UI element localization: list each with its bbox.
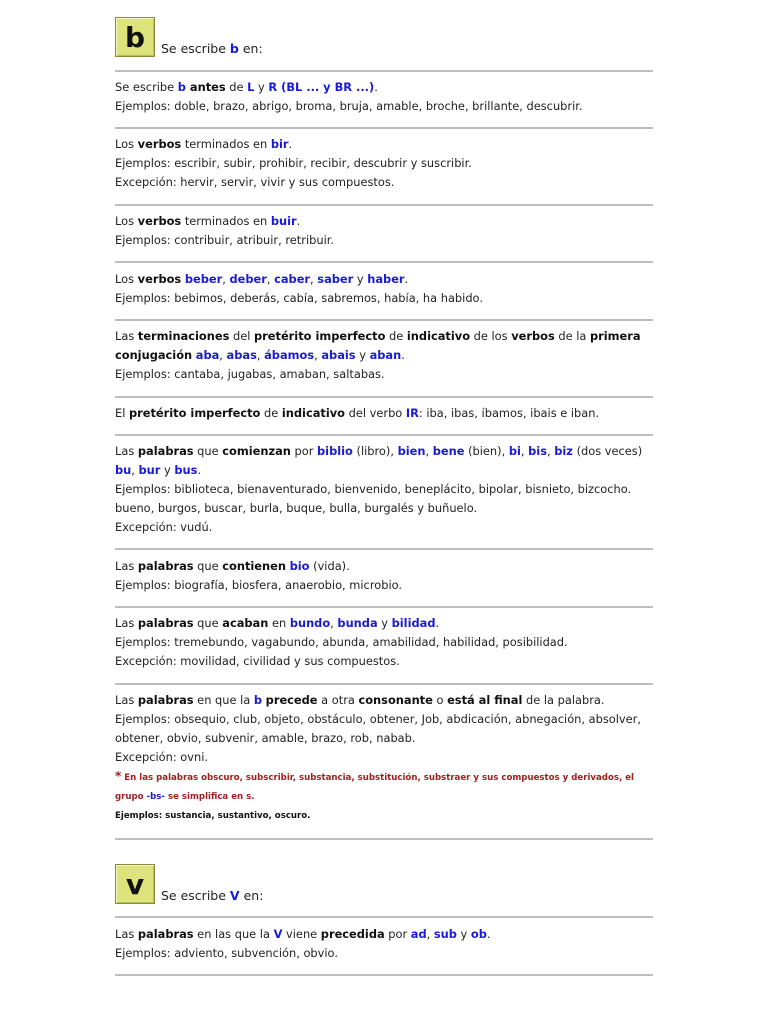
rule-9-exception: Excepción: movilidad, civilidad y sus compuestos. [115, 654, 400, 668]
divider [115, 434, 653, 436]
divider [115, 204, 653, 206]
v-section-header [115, 864, 263, 904]
rule-4 [115, 270, 655, 308]
v-section-title: Se escribe V en: [161, 888, 264, 903]
divider [115, 838, 653, 840]
rule-10-exception: Excepción: ovni. [115, 750, 209, 764]
rule-7 [115, 442, 655, 537]
letter-v-badge: v [115, 864, 155, 904]
rule-6 [115, 404, 655, 423]
rule-3-examples: Ejemplos: contribuir, atribuir, retribuir. [115, 233, 334, 247]
rule-10-note: * En las palabras obscuro, subscribir, substancia, substitución, substraer y sus compuestos y derivados, el [115, 769, 634, 783]
rule-2-exception: Excepción: hervir, servir, vivir y sus compuestos. [115, 175, 395, 189]
divider [115, 261, 653, 263]
rule-8-text: Las palabras que contienen bio (vida). [115, 559, 350, 573]
rule-10 [115, 691, 655, 826]
divider [115, 319, 653, 321]
divider [115, 127, 653, 129]
v-rule-1-text: Las palabras en las que la V viene precedida por ad, sub y ob. [115, 927, 491, 941]
v-rule-1-examples: Ejemplos: adviento, subvención, obvio. [115, 946, 338, 960]
rule-7-exception: Excepción: vudú. [115, 520, 213, 534]
rule-9-examples: Ejemplos: tremebundo, vagabundo, abunda, amabilidad, habilidad, posibilidad. [115, 635, 568, 649]
rule-3 [115, 212, 655, 250]
rule-4-examples: Ejemplos: bebimos, deberás, cabía, sabremos, había, ha habido. [115, 291, 483, 305]
rule-4-text: Los verbos beber, deber, caber, saber y haber. [115, 272, 409, 286]
rule-1-examples: Ejemplos: doble, brazo, abrigo, broma, bruja, amable, broche, brillante, descubrir. [115, 99, 583, 113]
rule-6-text: El pretérito imperfecto de indicativo del verbo IR: iba, ibas, íbamos, ibais e iban. [115, 406, 600, 420]
rule-9 [115, 614, 655, 671]
rule-7-text-line2: bu, bur y bus. [115, 463, 202, 477]
rule-10-note-examples: Ejemplos: sustancia, sustantivo, oscuro. [115, 811, 311, 821]
divider [115, 683, 653, 685]
rule-3-text: Los verbos terminados en buir. [115, 214, 301, 228]
rule-2-text: Los verbos terminados en bir. [115, 137, 293, 151]
rule-5 [115, 327, 655, 384]
rule-7-examples: Ejemplos: biblioteca, bienaventurado, bienvenido, beneplácito, bipolar, bisnieto, bizcocho. [115, 482, 632, 496]
divider [115, 606, 653, 608]
rule-5-text-line2: conjugación aba, abas, ábamos, abais y aban. [115, 348, 405, 362]
b-section-header [115, 17, 263, 57]
rule-10-note-line2: grupo -bs- se simplifica en s. [115, 792, 255, 802]
rule-10-examples: Ejemplos: obsequio, club, objeto, obstáculo, obtener, Job, abdicación, abnegación, absolver, [115, 712, 641, 726]
asterisk-icon: * [115, 769, 122, 783]
b-section-title: Se escribe b en: [161, 41, 263, 56]
rule-1-text: Se escribe b antes de L y R (BL ... y BR ...). [115, 80, 378, 94]
rule-2 [115, 135, 655, 192]
divider [115, 396, 653, 398]
rule-8-examples: Ejemplos: biografía, biosfera, anaerobio, microbio. [115, 578, 403, 592]
rule-5-examples: Ejemplos: cantaba, jugabas, amaban, saltabas. [115, 367, 385, 381]
rule-7-text: Las palabras que comienzan por biblio (libro), bien, bene (bien), bi, bis, biz (dos veces) [115, 444, 643, 458]
rule-10-examples-line2: obtener, obvio, subvenir, amable, brazo, rob, nabab. [115, 731, 416, 745]
rule-8 [115, 557, 655, 595]
v-rule-1 [115, 925, 655, 963]
rule-9-text: Las palabras que acaban en bundo, bunda y bilidad. [115, 616, 440, 630]
divider [115, 974, 653, 976]
rule-10-text: Las palabras en que la b precede a otra consonante o está al final de la palabra. [115, 693, 605, 707]
divider [115, 916, 653, 918]
rule-2-examples: Ejemplos: escribir, subir, prohibir, recibir, descubrir y suscribir. [115, 156, 472, 170]
rule-1 [115, 78, 655, 116]
letter-b-badge: b [115, 17, 155, 57]
rule-5-text: Las terminaciones del pretérito imperfecto de indicativo de los verbos de la primera [115, 329, 641, 343]
rule-7-examples-line2: bueno, burgos, buscar, burla, buque, bulla, burgalés y buñuelo. [115, 501, 478, 515]
divider [115, 70, 653, 72]
divider [115, 548, 653, 550]
